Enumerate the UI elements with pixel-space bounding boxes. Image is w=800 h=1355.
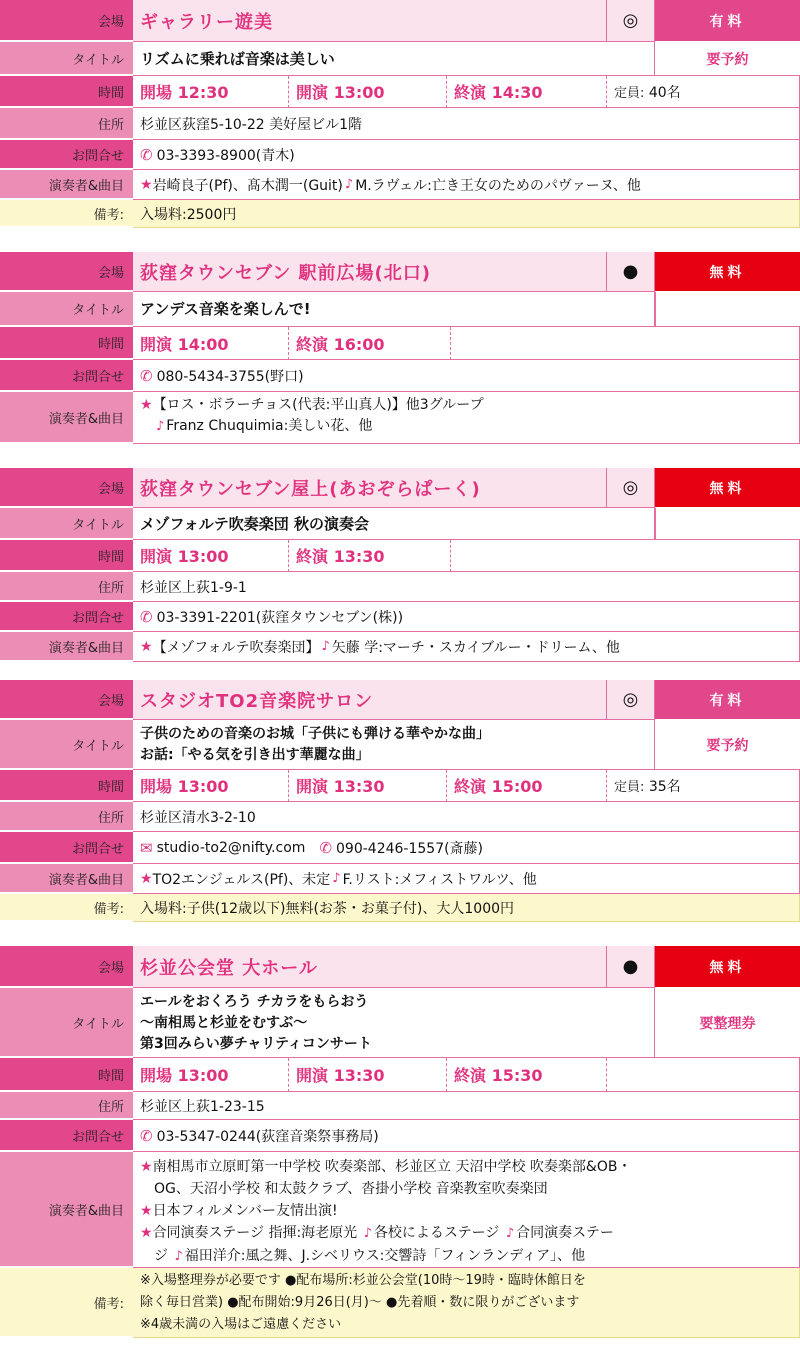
- performers: [133, 392, 800, 444]
- title-label: タイトル: [0, 292, 133, 327]
- time-label: 時間: [0, 1058, 133, 1092]
- title-label: タイトル: [0, 42, 133, 76]
- event-title: リズムに乗れば音楽は美しい: [133, 42, 655, 76]
- capacity: [607, 76, 800, 108]
- venue-name: 荻窪タウンセブン 駅前広場(北口): [133, 252, 607, 292]
- performer-line: [140, 1178, 799, 1200]
- open-time: 開場 13:00: [133, 770, 289, 802]
- fee-badge: 有料: [655, 680, 800, 720]
- contact-label: お問合せ: [0, 360, 133, 392]
- performers: [133, 170, 800, 200]
- performers: [133, 632, 800, 662]
- contact-label: お問合せ: [0, 1120, 133, 1152]
- performer-line: [140, 395, 799, 416]
- performer-line: [140, 1200, 799, 1222]
- start-time: 開演 13:00: [133, 540, 289, 572]
- fee-badge: 有料: [655, 0, 800, 42]
- event-title: [133, 720, 655, 770]
- contact: [133, 360, 800, 392]
- title-line: エールをおくろう チカラをもらおう: [140, 994, 369, 1010]
- reservation-note: [655, 508, 800, 540]
- notes-label: 備考:: [0, 1268, 133, 1338]
- end-time: 終演 15:00: [447, 770, 607, 802]
- mail-icon: ✉: [140, 838, 153, 857]
- venue-label: 会場: [0, 252, 133, 292]
- title-label: タイトル: [0, 988, 133, 1058]
- capacity-label: 定員:: [614, 86, 645, 101]
- performer-text: 各校によるステージ: [373, 1225, 500, 1241]
- title-line: 〜南相馬と杉並をむすぶ〜: [140, 1015, 308, 1031]
- venue-label: 会場: [0, 0, 133, 42]
- performers-label: 演奏者&曲目: [0, 864, 133, 894]
- note-line: ※4歳未満の入場はご遠慮ください: [140, 1317, 342, 1332]
- time-label: 時間: [0, 770, 133, 802]
- time-label: 時間: [0, 327, 133, 360]
- music-note-icon: ♪: [156, 419, 165, 434]
- phone-number: 090-4246-1557(斎藤): [336, 840, 484, 857]
- venue-name: 杉並公会堂 大ホール: [133, 946, 607, 988]
- start-time: 開演 13:30: [289, 1058, 447, 1092]
- event-title: メゾフォルテ吹奏楽団 秋の演奏会: [133, 508, 655, 540]
- open-time: 開場 12:30: [133, 76, 289, 108]
- end-time: 終演 16:00: [289, 327, 451, 360]
- music-note-icon: ♪: [344, 177, 354, 192]
- phone-icon: ✆: [140, 145, 153, 164]
- music-note-icon: ♪: [363, 1226, 372, 1241]
- music-note-icon: ♪: [505, 1226, 515, 1241]
- address-label: 住所: [0, 572, 133, 602]
- performer-line: [140, 1156, 799, 1178]
- fee-badge: 無料: [655, 946, 800, 988]
- performer-names: 【メゾフォルテ吹奏楽団】: [152, 639, 320, 656]
- address: 杉並区上荻1-9-1: [133, 572, 800, 602]
- contact: [133, 602, 800, 632]
- performers: [133, 864, 800, 894]
- contact: [133, 832, 800, 864]
- pieces: M.ラヴェル:亡き王女のためのパヴァーヌ、他: [355, 177, 641, 194]
- star-icon: ★: [140, 397, 153, 413]
- notes: [133, 1268, 800, 1338]
- star-icon: ★: [140, 870, 153, 887]
- performer-text: 福田洋介:風之舞、J.シベリウス:交響詩「フィンランディア」、他: [184, 1248, 586, 1264]
- event-title: アンデス音楽を楽しんで!: [133, 292, 655, 327]
- star-icon: ★: [140, 1159, 153, 1175]
- phone-number: 03-5347-0244(荻窪音楽祭事務局): [156, 1128, 379, 1145]
- performers-label: 演奏者&曲目: [0, 170, 133, 200]
- title-label: タイトル: [0, 508, 133, 540]
- notes: 入場料:子供(12歳以下)無料(お茶・お菓子付)、大人1000円: [133, 894, 800, 922]
- venue-label: 会場: [0, 468, 133, 508]
- performer-names: TO2エンジェルス(Pf)、未定: [152, 871, 331, 888]
- address-label: 住所: [0, 802, 133, 832]
- start-time: 開演 13:00: [289, 76, 447, 108]
- venue-mark: ◎: [607, 680, 655, 720]
- performers-label: 演奏者&曲目: [0, 392, 133, 444]
- venue-mark: ◎: [607, 0, 655, 42]
- time-blank: [607, 1058, 800, 1092]
- performer-text: 合同演奏ステー: [516, 1225, 614, 1241]
- performers: [133, 1152, 800, 1268]
- title-line: 第3回みらい夢チャリティコンサート: [140, 1036, 372, 1052]
- music-note-icon: ♪: [332, 871, 341, 886]
- pieces: F.リスト:メフィストワルツ、他: [342, 871, 537, 888]
- performer-line: [140, 1222, 799, 1245]
- start-time: 開演 14:00: [133, 327, 289, 360]
- address-label: 住所: [0, 108, 133, 140]
- phone-icon: ✆: [140, 366, 153, 385]
- performer-text: OG、天沼小学校 和太鼓クラブ、沓掛小学校 音楽教室吹奏楽団: [154, 1181, 548, 1197]
- venue-label: 会場: [0, 680, 133, 720]
- capacity-label: 定員:: [614, 780, 645, 795]
- capacity: [607, 770, 800, 802]
- event-title: [133, 988, 655, 1058]
- music-note-icon: ♪: [174, 1249, 183, 1264]
- time-label: 時間: [0, 76, 133, 108]
- open-time: 開場 13:00: [133, 1058, 289, 1092]
- pieces: 矢藤 学:マーチ・スカイブルー・ドリーム、他: [331, 639, 620, 656]
- contact-label: お問合せ: [0, 602, 133, 632]
- title-line: 子供のための音楽のお城「子供にも弾ける華やかな曲」: [140, 726, 490, 742]
- note-line: 除く毎日営業) ●配布開始:9月26日(月)〜 ●先着順・数に限りがございます: [140, 1295, 580, 1310]
- phone-number: 03-3391-2201(荻窪タウンセブン(株)): [156, 609, 404, 626]
- reservation-note: [655, 292, 800, 327]
- title-line: お話:「やる気を引き出す華麗な曲」: [140, 747, 370, 763]
- notes-label: 備考:: [0, 894, 133, 922]
- phone-icon: ✆: [140, 607, 153, 626]
- venue-name: 荻窪タウンセブン屋上(あおぞらぱーく): [133, 468, 607, 508]
- performer-text: 合同演奏ステージ 指揮:海老原光: [152, 1225, 358, 1241]
- performers-label: 演奏者&曲目: [0, 632, 133, 662]
- phone-number: 080-5434-3755(野口): [156, 368, 304, 385]
- note-line: ※入場整理券が必要です ●配布場所:杉並公会堂(10時〜19時・臨時休館日を: [140, 1273, 586, 1288]
- reservation-note: 要予約: [655, 720, 800, 770]
- performer-text: 日本フィルメンバー友情出演!: [152, 1203, 338, 1219]
- venue-name: ギャラリー遊美: [133, 0, 607, 42]
- performer-line: [140, 1245, 799, 1268]
- performer-names: 【ロス・ボラーチョス(代表:平山真人)】他3グループ: [152, 397, 484, 413]
- venue-name: スタジオTO2音楽院サロン: [133, 680, 607, 720]
- fee-badge: 無料: [655, 252, 800, 292]
- address: 杉並区上荻1-23-15: [133, 1092, 800, 1120]
- time-blank: [451, 327, 800, 360]
- performer-names: 岩崎良子(Pf)、髙木潤一(Guit): [152, 177, 343, 194]
- performers-label: 演奏者&曲目: [0, 1152, 133, 1268]
- phone-icon: ✆: [319, 838, 333, 857]
- performer-line: [140, 416, 799, 437]
- address-label: 住所: [0, 1092, 133, 1120]
- star-icon: ★: [140, 1225, 153, 1241]
- end-time: 終演 14:30: [447, 76, 607, 108]
- notes-label: 備考:: [0, 200, 133, 228]
- star-icon: ★: [140, 638, 153, 655]
- reservation-note: 要予約: [655, 42, 800, 76]
- address: 杉並区荻窪5-10-22 美好屋ビル1階: [133, 108, 800, 140]
- time-blank: [451, 540, 800, 572]
- star-icon: ★: [140, 176, 153, 193]
- reservation-note: 要整理券: [655, 988, 800, 1058]
- performer-text: ジ: [154, 1248, 168, 1264]
- contact-label: お問合せ: [0, 832, 133, 864]
- title-label: タイトル: [0, 720, 133, 770]
- start-time: 開演 13:30: [289, 770, 447, 802]
- email: studio-to2@nifty.com: [156, 839, 306, 856]
- time-label: 時間: [0, 540, 133, 572]
- notes: 入場料:2500円: [133, 200, 800, 228]
- end-time: 終演 13:30: [289, 540, 451, 572]
- venue-mark: ◎: [607, 468, 655, 508]
- capacity-value: 40名: [648, 84, 681, 101]
- phone-number: 03-3393-8900(青木): [156, 147, 295, 164]
- pieces: Franz Chuquimia:美しい花、他: [166, 418, 373, 434]
- capacity-value: 35名: [648, 778, 681, 795]
- address: 杉並区清水3-2-10: [133, 802, 800, 832]
- performer-text: 南相馬市立原町第一中学校 吹奏楽部、杉並区立 天沼中学校 吹奏楽部&OB・: [152, 1159, 632, 1175]
- venue-mark: ●: [607, 252, 655, 292]
- contact-label: お問合せ: [0, 140, 133, 170]
- star-icon: ★: [140, 1203, 153, 1219]
- music-note-icon: ♪: [321, 639, 330, 654]
- fee-badge: 無料: [655, 468, 800, 508]
- contact: [133, 1120, 800, 1152]
- phone-icon: ✆: [140, 1126, 153, 1145]
- end-time: 終演 15:30: [447, 1058, 607, 1092]
- venue-mark: ●: [607, 946, 655, 988]
- venue-label: 会場: [0, 946, 133, 988]
- contact: [133, 140, 800, 170]
